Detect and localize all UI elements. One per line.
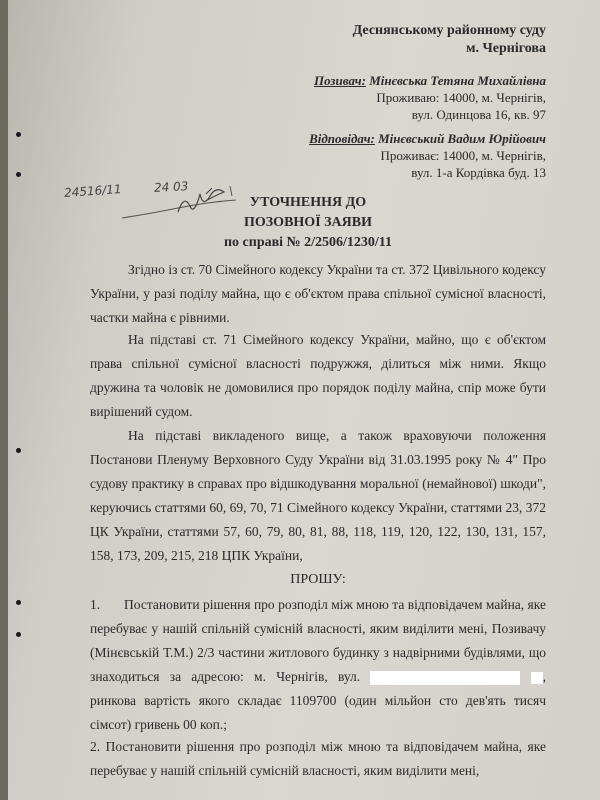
plaintiff-block [314, 72, 546, 123]
document-page [8, 0, 600, 800]
punch-hole [16, 172, 21, 177]
addressee-court: Деснянському районному суду [352, 23, 546, 38]
item-number: 2. [90, 739, 101, 754]
redacted-number [531, 672, 543, 684]
document-title [178, 193, 438, 253]
redacted-street [370, 671, 520, 685]
punch-hole [16, 132, 21, 137]
request-item-1 [90, 593, 546, 737]
defendant-address-line2: вул. 1-а Кордівка буд. 13 [411, 165, 546, 180]
title-line-1: УТОЧНЕННЯ ДО [249, 195, 367, 210]
punch-hole [16, 600, 21, 605]
addressee-city: м. Чернігова [466, 41, 546, 56]
addressee-block [353, 22, 546, 58]
case-number: по справі № 2/2506/1230/11 [223, 235, 393, 250]
item-text-continued: , ринкова вартість якого складає 1109700 (один мільйон сто дев'ять тисяч сімсот) гривень 00 коп.; [90, 669, 547, 732]
plaintiff-name: Мінєвська Тетяна Михайлівна [369, 73, 546, 88]
paragraph-3: На підставі викладеного вище, а також враховуючи положення Постанови Пленуму Верховного Суду України від 31.03.1995 року № 4" Про судову практику в справах про відшкодування моральної (немайнової) шкоди", керуючись статтями 60, 69, 70, 71 Сімейного кодексу України, статтями 23, 372 ЦК України, статтями 57, 60, 79, 80, 81, 88, 118, 119, 120, 122, 130, 131, 157, 158, 173, 209, 215, 218 ЦПК України, [90, 428, 546, 563]
title-line-2: ПОЗОВНОЇ ЗАЯВИ [244, 215, 372, 230]
registration-date: 24 03 [153, 179, 189, 195]
defendant-name: Мінєвський Вадим Юрійович [378, 131, 546, 146]
plaintiff-address-line1: Проживаю: 14000, м. Чернігів, [376, 90, 546, 105]
defendant-address-line1: Проживає: 14000, м. Чернігів, [380, 148, 546, 163]
paragraph-1: Згідно із ст. 70 Сімейного кодексу України та ст. 372 Цивільного кодексу України, у разі поділу майна, що є об'єктом права спільної сумісної власності, частки майна є рівними. [90, 262, 546, 325]
request-item-2 [90, 735, 546, 783]
item-text: Постановити рішення про розподіл між мною та відповідачем майна, яке перебуває у нашій спільній сумісній власності, яким виділити мені, [90, 739, 546, 778]
punch-hole [16, 448, 21, 453]
punch-hole [16, 632, 21, 637]
paragraph-2: На підставі ст. 71 Сімейного кодексу України, майно, що є об'єктом права спільної сумісної власності подружжя, ділиться між ними. Якщо дружина та чоловік не домовилися про порядок поділу майна, спір може бути вирішений судом. [90, 332, 546, 419]
defendant-label: Відповідач: [309, 131, 375, 146]
registration-number: 24516/11 [63, 182, 122, 200]
plaintiff-address-line2: вул. Одинцова 16, кв. 97 [411, 107, 546, 122]
item-text: Постановити рішення про розподіл між мною та відповідачем майна, яке перебуває у нашій спільній сумісній власності, яким виділити мені, Позивачу (Мінєвській Т.М.) 2/3 частини житлового будинку з надвірними будівлями, що знаходиться за адресою: м. Чернігів, вул. [90, 597, 546, 684]
item-number: 1. [90, 597, 101, 612]
plaintiff-label: Позивач: [313, 73, 366, 88]
request-heading: ПРОШУ: [290, 572, 346, 587]
defendant-block [309, 130, 546, 181]
